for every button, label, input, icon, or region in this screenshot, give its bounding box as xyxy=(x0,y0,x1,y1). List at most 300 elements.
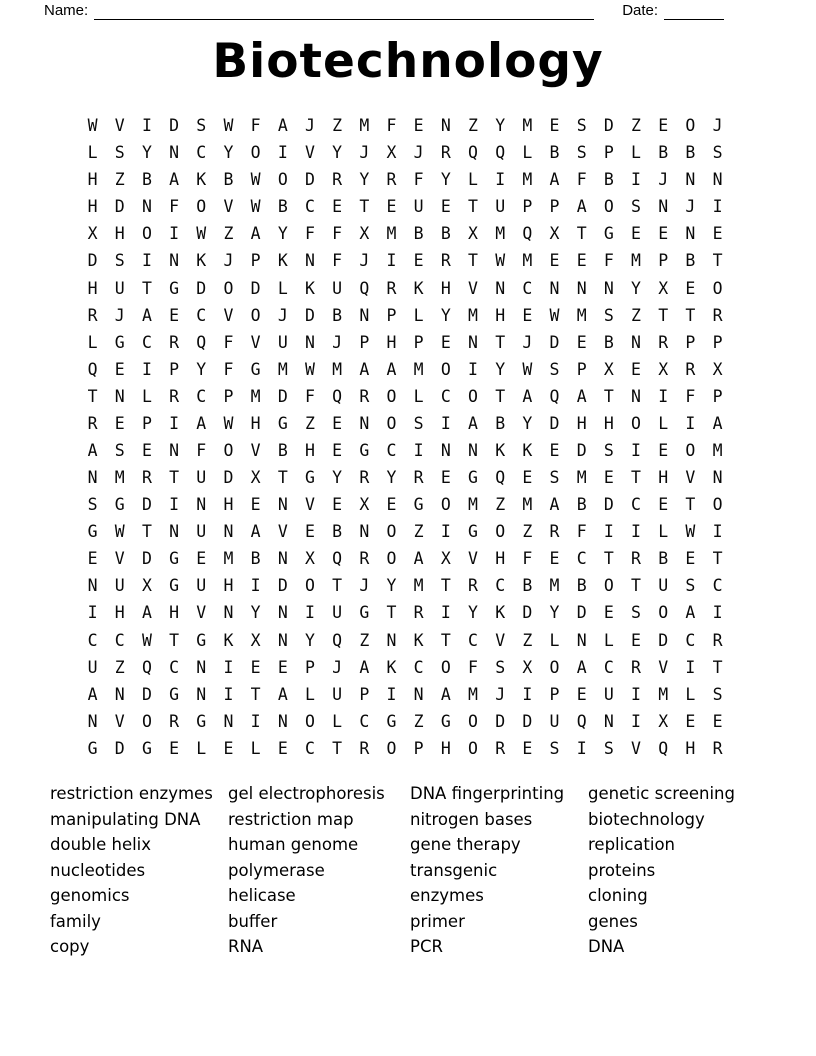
grid-cell: R xyxy=(712,305,723,325)
grid-cell: I xyxy=(304,603,315,623)
word-list-item: polymerase xyxy=(228,860,325,880)
grid-cell: V xyxy=(685,468,696,488)
grid-cell: J xyxy=(223,251,234,271)
grid-cell: N xyxy=(277,603,288,623)
grid-cell: S xyxy=(495,657,506,677)
grid-cell: C xyxy=(440,386,451,406)
grid-row xyxy=(79,708,731,735)
grid-row xyxy=(79,383,731,410)
grid-row xyxy=(79,166,731,193)
grid-cell: M xyxy=(631,251,641,271)
grid-cell: H xyxy=(495,305,506,325)
grid-cell: Q xyxy=(468,143,478,163)
grid-cell: N xyxy=(87,711,98,731)
grid-cell: E xyxy=(522,305,533,325)
grid-cell: Z xyxy=(114,170,125,190)
grid-cell: W xyxy=(495,251,506,271)
grid-cell: N xyxy=(712,170,723,190)
grid-cell: E xyxy=(685,278,696,298)
grid-cell: U xyxy=(332,603,343,623)
grid-cell: N xyxy=(169,440,180,460)
grid-row xyxy=(79,220,731,247)
grid-cell: X xyxy=(658,359,669,379)
grid-cell: U xyxy=(277,332,288,352)
puzzle-title: Biotechnology xyxy=(212,34,604,89)
grid-cell: F xyxy=(332,224,343,244)
grid-cell: D xyxy=(576,603,587,623)
word-list-item: restriction map xyxy=(228,809,354,829)
grid-row xyxy=(79,329,731,356)
word-list-item: genomics xyxy=(50,886,130,905)
grid-cell: Q xyxy=(332,549,343,569)
grid-cell: V xyxy=(277,522,288,542)
grid-cell: Y xyxy=(304,630,315,650)
grid-cell: R xyxy=(468,576,478,596)
grid-cell: O xyxy=(141,224,152,244)
grid-cell: F xyxy=(522,549,533,569)
grid-cell: E xyxy=(141,440,152,460)
grid-cell: N xyxy=(114,386,125,406)
grid-cell: N xyxy=(304,332,315,352)
grid-cell: U xyxy=(413,197,424,217)
grid-cell: N xyxy=(196,684,207,704)
grid-cell: N xyxy=(576,630,587,650)
grid-cell: Z xyxy=(359,630,370,650)
grid-cell: T xyxy=(658,305,669,325)
grid-cell: W xyxy=(250,197,261,217)
grid-cell: T xyxy=(468,251,478,271)
grid-cell: E xyxy=(250,495,261,515)
grid-cell: E xyxy=(277,738,288,758)
grid-cell: E xyxy=(658,116,669,136)
grid-cell: N xyxy=(603,278,614,298)
grid-row xyxy=(79,518,731,545)
grid-cell: A xyxy=(576,386,587,406)
grid-cell: P xyxy=(576,359,587,379)
grid-cell: G xyxy=(141,738,152,758)
grid-cell: N xyxy=(223,603,234,623)
grid-cell: H xyxy=(440,278,451,298)
grid-cell: T xyxy=(169,468,180,488)
grid-cell: R xyxy=(685,359,696,379)
grid-cell: I xyxy=(169,413,180,433)
grid-cell: O xyxy=(223,278,234,298)
grid-cell: S xyxy=(603,440,614,460)
grid-cell: N xyxy=(114,684,125,704)
grid-cell: R xyxy=(169,332,180,352)
grid-cell: E xyxy=(169,738,180,758)
grid-cell: I xyxy=(631,170,641,190)
grid-cell: R xyxy=(359,468,370,488)
grid-cell: R xyxy=(440,143,451,163)
grid-cell: P xyxy=(413,738,424,758)
grid-cell: D xyxy=(141,684,152,704)
grid-cell: Q xyxy=(141,657,152,677)
grid-cell: N xyxy=(658,197,669,217)
grid-cell: N xyxy=(631,332,641,352)
grid-cell: E xyxy=(549,549,560,569)
grid-cell: P xyxy=(549,684,560,704)
grid-cell: H xyxy=(495,549,506,569)
grid-row xyxy=(79,356,731,383)
grid-cell: W xyxy=(141,630,152,650)
grid-cell: G xyxy=(440,711,451,731)
grid-cell: Z xyxy=(413,711,424,731)
grid-cell: D xyxy=(495,711,506,731)
grid-cell: Y xyxy=(495,359,506,379)
grid-cell: M xyxy=(223,549,234,569)
grid-cell: B xyxy=(277,197,288,217)
grid-cell: Z xyxy=(223,224,234,244)
grid-cell: I xyxy=(169,224,180,244)
grid-row xyxy=(79,112,731,139)
grid-cell: M xyxy=(549,576,560,596)
grid-cell: U xyxy=(332,684,343,704)
grid-cell: B xyxy=(495,413,506,433)
grid-row xyxy=(79,654,731,681)
grid-cell: Z xyxy=(631,305,641,325)
grid-cell: W xyxy=(87,116,98,136)
grid-cell: N xyxy=(277,549,288,569)
word-list-item: family xyxy=(50,911,101,931)
grid-cell: Y xyxy=(223,143,234,163)
grid-cell: Y xyxy=(386,576,397,596)
grid-cell: M xyxy=(413,359,424,379)
grid-cell: I xyxy=(631,522,641,542)
grid-cell: N xyxy=(712,468,723,488)
grid-cell: X xyxy=(712,359,723,379)
grid-cell: R xyxy=(359,386,370,406)
grid-cell: K xyxy=(495,603,506,623)
word-list-item: proteins xyxy=(588,860,656,880)
grid-cell: T xyxy=(386,603,397,623)
grid-cell: I xyxy=(631,684,641,704)
grid-cell: T xyxy=(495,386,506,406)
word-list-item: gel electrophoresis xyxy=(228,784,385,803)
grid-cell: N xyxy=(169,522,180,542)
grid-cell: F xyxy=(603,251,614,271)
grid-cell: X xyxy=(658,711,669,731)
grid-cell: R xyxy=(141,468,152,488)
grid-cell: J xyxy=(685,197,696,217)
grid-cell: M xyxy=(522,116,533,136)
grid-cell: S xyxy=(576,116,587,136)
grid-cell: C xyxy=(576,549,587,569)
grid-cell: L xyxy=(250,738,261,758)
grid-cell: E xyxy=(631,224,641,244)
grid-cell: E xyxy=(169,305,180,325)
grid-cell: E xyxy=(712,711,723,731)
grid-cell: D xyxy=(304,305,315,325)
grid-cell: D xyxy=(114,738,125,758)
grid-cell: D xyxy=(522,603,533,623)
grid-cell: L xyxy=(413,386,424,406)
grid-cell: N xyxy=(141,197,152,217)
word-list-column xyxy=(588,781,766,960)
grid-cell: M xyxy=(468,305,478,325)
grid-cell: B xyxy=(685,251,696,271)
grid-cell: A xyxy=(277,684,288,704)
grid-cell: V xyxy=(658,657,669,677)
word-list-item: helicase xyxy=(228,886,296,905)
grid-cell: R xyxy=(440,251,451,271)
grid-cell: I xyxy=(576,738,587,758)
grid-cell: I xyxy=(522,684,533,704)
grid-cell: J xyxy=(332,657,343,677)
grid-cell: C xyxy=(304,738,315,758)
grid-cell: D xyxy=(169,116,180,136)
grid-cell: C xyxy=(386,440,397,460)
grid-cell: A xyxy=(141,603,152,623)
grid-cell: D xyxy=(603,495,614,515)
grid-cell: G xyxy=(169,549,180,569)
grid-cell: A xyxy=(386,359,397,379)
grid-cell: K xyxy=(277,251,288,271)
grid-cell: M xyxy=(495,224,506,244)
grid-cell: E xyxy=(223,738,234,758)
grid-cell: Z xyxy=(495,495,506,515)
grid-cell: M xyxy=(277,359,288,379)
grid-cell: A xyxy=(277,116,288,136)
word-list-item: double helix xyxy=(50,835,152,854)
grid-cell: V xyxy=(468,278,478,298)
grid-cell: O xyxy=(141,711,152,731)
grid-cell: G xyxy=(169,278,180,298)
grid-cell: M xyxy=(413,576,424,596)
grid-cell: V xyxy=(468,549,478,569)
grid-cell: D xyxy=(576,440,587,460)
grid-cell: Q xyxy=(332,630,343,650)
grid-cell: R xyxy=(631,549,641,569)
grid-cell: N xyxy=(196,657,207,677)
grid-cell: I xyxy=(386,251,397,271)
grid-cell: O xyxy=(386,386,397,406)
grid-cell: W xyxy=(250,170,261,190)
grid-cell: Z xyxy=(522,522,533,542)
grid-cell: G xyxy=(114,495,125,515)
grid-cell: H xyxy=(603,413,614,433)
grid-cell: W xyxy=(223,116,234,136)
grid-cell: O xyxy=(631,413,641,433)
grid-cell: R xyxy=(359,738,370,758)
grid-cell: C xyxy=(603,657,614,677)
grid-cell: V xyxy=(250,440,261,460)
grid-cell: H xyxy=(87,170,98,190)
grid-cell: X xyxy=(603,359,614,379)
grid-cell: N xyxy=(440,116,451,136)
grid-cell: D xyxy=(114,197,125,217)
grid-cell: X xyxy=(87,224,98,244)
grid-cell: U xyxy=(114,576,125,596)
grid-cell: I xyxy=(141,116,152,136)
grid-cell: G xyxy=(304,468,315,488)
grid-cell: F xyxy=(468,657,478,677)
grid-cell: R xyxy=(87,413,98,433)
grid-cell: M xyxy=(250,386,261,406)
grid-cell: L xyxy=(631,143,641,163)
word-list-item: manipulating DNA xyxy=(50,809,201,829)
grid-cell: B xyxy=(413,224,424,244)
grid-cell: G xyxy=(468,468,478,488)
grid-cell: T xyxy=(440,630,451,650)
grid-cell: J xyxy=(277,305,288,325)
grid-cell: Z xyxy=(522,630,533,650)
grid-cell: L xyxy=(549,630,560,650)
grid-cell: U xyxy=(196,468,207,488)
grid-cell: R xyxy=(631,657,641,677)
grid-cell: M xyxy=(386,224,397,244)
grid-cell: D xyxy=(522,711,533,731)
word-list-item: nucleotides xyxy=(50,860,146,880)
grid-cell: C xyxy=(87,630,98,650)
grid-cell: Q xyxy=(495,143,506,163)
grid-cell: A xyxy=(468,413,478,433)
grid-cell: N xyxy=(549,278,560,298)
grid-cell: N xyxy=(196,495,207,515)
grid-cell: D xyxy=(250,278,261,298)
grid-cell: A xyxy=(576,197,587,217)
grid-cell: B xyxy=(685,143,696,163)
grid-cell: Y xyxy=(386,468,397,488)
grid-cell: M xyxy=(522,251,533,271)
grid-cell: T xyxy=(712,657,723,677)
grid-cell: E xyxy=(603,603,614,623)
grid-cell: O xyxy=(549,657,560,677)
grid-cell: A xyxy=(359,657,370,677)
grid-cell: O xyxy=(603,576,614,596)
grid-cell: W xyxy=(223,413,234,433)
grid-cell: C xyxy=(468,630,478,650)
grid-row xyxy=(79,410,731,437)
grid-cell: A xyxy=(522,386,533,406)
grid-cell: L xyxy=(304,684,315,704)
grid-cell: A xyxy=(576,657,587,677)
grid-cell: C xyxy=(196,386,207,406)
grid-cell: E xyxy=(413,251,424,271)
grid-cell: I xyxy=(685,413,696,433)
grid-cell: L xyxy=(685,684,696,704)
grid-cell: I xyxy=(223,684,234,704)
grid-cell: X xyxy=(468,224,478,244)
grid-cell: R xyxy=(658,332,669,352)
grid-cell: N xyxy=(631,386,641,406)
word-list-item: DNA fingerprinting xyxy=(410,784,565,803)
grid-cell: W xyxy=(522,359,533,379)
grid-cell: D xyxy=(277,386,288,406)
grid-cell: D xyxy=(277,576,288,596)
grid-cell: M xyxy=(522,495,533,515)
grid-cell: R xyxy=(332,170,343,190)
grid-cell: I xyxy=(440,522,451,542)
grid-cell: N xyxy=(169,143,180,163)
grid-row xyxy=(79,274,731,301)
grid-cell: P xyxy=(603,143,614,163)
grid-cell: E xyxy=(685,711,696,731)
grid-cell: W xyxy=(114,522,125,542)
grid-cell: K xyxy=(223,630,234,650)
grid-cell: U xyxy=(114,278,125,298)
grid-cell: T xyxy=(631,468,641,488)
grid-cell: I xyxy=(603,522,614,542)
grid-cell: I xyxy=(169,495,180,515)
grid-cell: B xyxy=(576,576,587,596)
grid-cell: B xyxy=(223,170,234,190)
grid-cell: L xyxy=(658,522,669,542)
word-list-item: human genome xyxy=(228,835,359,854)
grid-cell: S xyxy=(685,576,696,596)
grid-cell: T xyxy=(495,332,506,352)
grid-row xyxy=(79,599,731,626)
grid-cell: N xyxy=(685,224,696,244)
grid-cell: Z xyxy=(304,413,315,433)
grid-cell: V xyxy=(114,116,125,136)
grid-cell: D xyxy=(141,495,152,515)
grid-cell: T xyxy=(87,386,98,406)
grid-cell: D xyxy=(658,630,669,650)
grid-cell: S xyxy=(631,197,641,217)
grid-cell: O xyxy=(250,305,261,325)
grid-cell: T xyxy=(277,468,288,488)
grid-cell: O xyxy=(440,495,451,515)
grid-cell: B xyxy=(332,305,343,325)
grid-cell: F xyxy=(223,359,234,379)
grid-cell: M xyxy=(522,170,533,190)
grid-cell: O xyxy=(468,711,478,731)
grid-cell: I xyxy=(413,440,424,460)
grid-cell: F xyxy=(576,522,587,542)
grid-cell: Q xyxy=(522,224,533,244)
grid-cell: T xyxy=(250,684,261,704)
grid-cell: X xyxy=(304,549,315,569)
grid-cell: Z xyxy=(332,116,343,136)
grid-cell: A xyxy=(250,224,261,244)
grid-cell: M xyxy=(576,305,587,325)
grid-cell: K xyxy=(522,440,533,460)
grid-cell: W xyxy=(196,224,207,244)
grid-cell: R xyxy=(413,468,424,488)
grid-cell: N xyxy=(277,495,288,515)
grid-cell: E xyxy=(114,359,125,379)
grid-cell: I xyxy=(250,576,261,596)
grid-cell: C xyxy=(196,305,207,325)
grid-cell: D xyxy=(603,116,614,136)
grid-row xyxy=(79,193,731,220)
grid-cell: Q xyxy=(549,386,560,406)
word-list-item: PCR xyxy=(410,937,443,956)
grid-cell: S xyxy=(549,359,560,379)
grid-cell: E xyxy=(386,495,397,515)
grid-cell: J xyxy=(522,332,533,352)
grid-cell: I xyxy=(440,413,451,433)
grid-cell: Q xyxy=(576,711,587,731)
grid-cell: H xyxy=(250,413,261,433)
grid-cell: U xyxy=(196,522,207,542)
grid-cell: T xyxy=(603,549,614,569)
grid-cell: L xyxy=(332,711,343,731)
word-list-item: biotechnology xyxy=(588,809,705,829)
grid-row xyxy=(79,139,731,166)
grid-cell: U xyxy=(495,197,506,217)
grid-row xyxy=(79,735,731,762)
word-list-item: nitrogen bases xyxy=(410,809,533,829)
grid-cell: T xyxy=(712,251,723,271)
date-label: Date: xyxy=(622,2,659,19)
grid-cell: J xyxy=(413,143,424,163)
grid-cell: N xyxy=(223,711,234,731)
grid-cell: X xyxy=(549,224,560,244)
grid-cell: L xyxy=(413,305,424,325)
grid-cell: I xyxy=(141,359,152,379)
